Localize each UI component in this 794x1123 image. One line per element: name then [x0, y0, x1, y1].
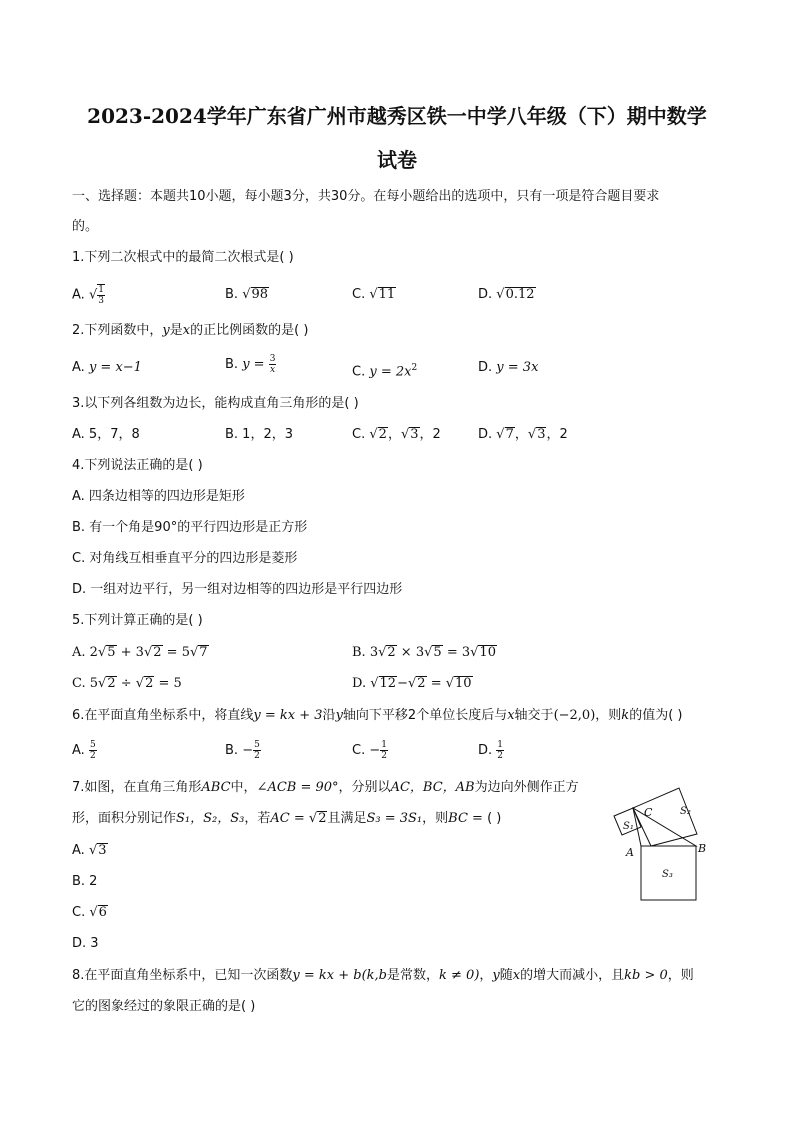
numerator: 1 [497, 740, 504, 750]
sqrt-symbol: √ [308, 811, 318, 826]
question-4-option-d: D. 一组对边平行，另一组对边相等的四边形是平行四边形 [72, 582, 403, 597]
sqrt-symbol: √ [496, 287, 505, 302]
fraction [97, 284, 105, 306]
sqrt-symbol: √ [242, 287, 251, 302]
sqrt-symbol: √ [143, 645, 153, 660]
stem-text: ，则 [422, 811, 449, 826]
radicand: 0.12 [505, 287, 535, 302]
option-label: C. [352, 743, 366, 758]
sqrt-symbol: √ [407, 676, 417, 691]
radicand: 2 [417, 676, 426, 691]
denominator: 3 [98, 296, 104, 306]
question-3-option-d: D. √7，√3，2 [478, 427, 568, 442]
stem-text: 为边向外侧作正方 [474, 780, 579, 795]
radicand: 7 [199, 645, 208, 660]
minus-sign: − [369, 743, 381, 758]
radicand: 6 [98, 905, 107, 920]
vertex-b-label: B [698, 842, 707, 855]
area-relation: S₃ = 3S₁ [366, 811, 423, 826]
sqrt-symbol: √ [424, 645, 433, 660]
numerator: 5 [254, 740, 260, 750]
stem-text: 7.如图，在直角三角形 [72, 780, 202, 795]
numerator: 1 [98, 285, 104, 295]
question-2-option-d [478, 359, 538, 377]
question-7-option-d: D. 3 [72, 936, 99, 951]
stem-text: ，则 [667, 968, 694, 983]
point: (−2,0) [553, 708, 596, 723]
denominator: 2 [254, 751, 260, 761]
k-condition: k ≠ 0) [439, 968, 480, 983]
square-s2 [633, 788, 697, 846]
stem-text: 且满足 [327, 811, 367, 826]
option-label: A. [72, 843, 85, 858]
radicand: 2 [387, 645, 396, 660]
radicand: 2 [107, 676, 116, 691]
question-1-option-d [478, 286, 536, 304]
variable-y: y [492, 968, 500, 983]
stem-text: 是常数， [387, 968, 440, 983]
stem-text: ，若 [244, 811, 271, 826]
radicand: 5 [433, 645, 442, 660]
question-2-option-b [225, 354, 276, 375]
option-label: D. [478, 743, 493, 758]
radicand: 10 [479, 645, 496, 660]
sqrt-symbol: √ [370, 676, 379, 691]
option-expression: y = x−1 [88, 360, 142, 375]
question-8-stem [72, 967, 694, 985]
area-s2-label: S₂ [680, 806, 691, 817]
fraction [496, 740, 504, 761]
option-label: C. [352, 364, 366, 380]
radicand: 7 [505, 427, 514, 442]
option-label: B. [225, 287, 239, 302]
question-6-option-b [225, 740, 261, 761]
stem-text: 的增大而减小，且 [520, 968, 625, 983]
stem-text: 的值为( ) [629, 708, 683, 723]
numerator: 3 [269, 354, 276, 364]
stem-text: 是 [169, 323, 183, 338]
side-names: AC，BC，AB [390, 780, 475, 795]
area-s3-label: S₃ [662, 869, 673, 880]
question-5-option-a: A. 2√5 + 3√2 = 5√7 [72, 645, 208, 660]
stem-text: 形，面积分别记作 [72, 811, 177, 826]
stem-text: 的正比例函数的是( ) [190, 323, 309, 338]
sqrt-symbol: √ [135, 676, 145, 691]
sqrt-symbol: √ [98, 676, 107, 691]
option-label: B. [352, 645, 366, 660]
question-2-stem [72, 322, 308, 340]
question-1-stem: 1.下列二次根式中的最简二次根式是( ) [72, 250, 294, 265]
section-instructions-continued: 的。 [72, 219, 99, 234]
sqrt-symbol: √ [88, 843, 98, 858]
question-6-option-c [352, 740, 388, 761]
option-label: C. [352, 287, 366, 302]
vertex-a-label: A [626, 846, 634, 859]
radicand: 3 [410, 427, 419, 442]
question-5-option-d: D. √12−√2 = √10 [352, 676, 472, 691]
option-label: D. [352, 676, 367, 691]
sqrt-symbol: √ [88, 287, 98, 303]
option-label: A. [72, 743, 85, 758]
sqrt-symbol: √ [89, 905, 98, 920]
variable-y: y [162, 323, 170, 338]
stem-text: 轴向下平移2个单位长度后与 [342, 708, 508, 723]
question-4-option-b: B. 有一个角是90°的平行四边形是正方形 [72, 520, 308, 535]
denominator: 2 [381, 751, 387, 761]
stem-text: ，分别以 [338, 780, 391, 795]
fraction [89, 740, 97, 761]
question-8-stem-continued: 它的图象经过的象限正确的是( ) [72, 999, 256, 1014]
question-5-stem: 5.下列计算正确的是( ) [72, 613, 203, 628]
option-label: B. [225, 357, 239, 372]
radicand: 2 [153, 645, 162, 660]
ac-expression: AC = [270, 811, 309, 826]
option-label: C. [72, 676, 86, 691]
option-label: A. [72, 645, 86, 660]
stem-text: 沿 [322, 708, 336, 723]
variable-y: y [335, 708, 343, 723]
function-expression: y = kx + b(k,b [292, 968, 387, 983]
kb-condition: kb > 0 [624, 968, 668, 983]
stem-text: 轴交于 [514, 708, 554, 723]
question-3-option-a: A. 5，7，8 [72, 427, 140, 442]
question-7-option-b: B. 2 [72, 874, 98, 889]
sqrt-symbol: √ [496, 427, 505, 442]
sqrt-symbol: √ [369, 427, 378, 442]
denominator: 2 [89, 751, 96, 761]
question-6-stem [72, 707, 682, 725]
sqrt-symbol: √ [527, 427, 537, 442]
radicand: 5 [107, 645, 116, 660]
line-expression: y = kx + 3 [253, 708, 323, 723]
stem-text: 2.下列函数中， [72, 323, 163, 338]
numerator: 1 [381, 740, 387, 750]
question-6-option-d [478, 740, 504, 761]
question-6-option-a [72, 740, 97, 761]
fraction [380, 740, 388, 761]
stem-text: 8.在平面直角坐标系中，已知一次函数 [72, 968, 293, 983]
question-5-option-c: C. 5√2 ÷ √2 = 5 [72, 676, 182, 691]
fraction [269, 354, 277, 375]
sqrt-symbol: √ [400, 427, 410, 442]
denominator: x [270, 365, 276, 375]
radicand: 2 [378, 427, 387, 442]
stem-text: ，则 [595, 708, 622, 723]
option-tail: ，2 [419, 427, 441, 442]
stem-text: 随 [499, 968, 513, 983]
question-4-option-c: C. 对角线互相垂直平分的四边形是菱形 [72, 551, 298, 566]
sqrt-symbol: √ [97, 645, 107, 660]
question-1-option-b [225, 286, 269, 304]
area-s1-label: S₁ [623, 821, 634, 832]
option-label: A. [72, 287, 85, 303]
option-label: A. [72, 360, 85, 375]
variable-k: k [621, 708, 630, 723]
bc-expression: BC = [448, 811, 488, 826]
denominator: 2 [497, 751, 504, 761]
sqrt-symbol: √ [470, 645, 479, 660]
radicand: 3 [537, 427, 546, 442]
radicand: 10 [455, 676, 472, 691]
exponent: 2 [411, 363, 418, 373]
variable-x: x [507, 708, 515, 723]
sqrt-symbol: √ [378, 645, 387, 660]
variable-x: x [182, 323, 191, 338]
question-7-stem [72, 779, 579, 797]
stem-text: 6.在平面直角坐标系中，将直线 [72, 708, 254, 723]
minus-sign: − [242, 743, 254, 758]
stem-text: 中， [230, 780, 257, 795]
option-label: D. [478, 427, 493, 442]
question-3-stem: 3.以下列各组数为边长，能构成直角三角形的是( ) [72, 396, 359, 411]
fraction [253, 740, 261, 761]
option-label: C. [352, 427, 366, 442]
option-label: D. [478, 360, 493, 375]
option-expression: y = 2x [369, 364, 412, 380]
option-tail: ，2 [546, 427, 568, 442]
question-7-option-a [72, 842, 108, 860]
section-instructions: 一、选择题：本题共10小题，每小题3分，共30分。在每小题给出的选项中，只有一项是符合题目要求 [72, 189, 660, 204]
angle-expression: ∠ACB = 90° [256, 780, 339, 795]
radicand: 3 [98, 843, 107, 858]
triangle-name: ABC [201, 780, 231, 795]
question-7-stem-continued [72, 810, 501, 828]
question-3-option-b: B. 1，2，3 [225, 427, 293, 442]
radicand: 98 [251, 287, 269, 302]
question-7-option-c [72, 904, 108, 922]
question-2-option-a [72, 359, 142, 377]
option-expression: y = 3x [496, 360, 539, 375]
variable-x: x [512, 968, 521, 983]
exam-title: 2023-2024学年广东省广州市越秀区铁一中学八年级（下）期中数学 [87, 104, 707, 128]
exam-title-continued: 试卷 [377, 148, 417, 172]
radicand: 11 [378, 287, 396, 302]
option-expression: y = [242, 357, 269, 372]
numerator: 5 [89, 740, 96, 750]
question-4-option-a: A. 四条边相等的四边形是矩形 [72, 489, 245, 504]
option-label: C. [72, 905, 86, 920]
stem-text: ( ) [487, 811, 502, 826]
option-label: B. [225, 743, 239, 758]
question-3-option-c: C. √2，√3，2 [352, 427, 441, 442]
sqrt-symbol: √ [369, 287, 378, 302]
question-4-stem: 4.下列说法正确的是( ) [72, 458, 203, 473]
area-names: S₁，S₂，S₃ [176, 811, 245, 826]
question-1-option-c [352, 286, 396, 304]
question-2-option-c [352, 359, 417, 381]
radicand: 2 [145, 676, 154, 691]
option-label: D. [478, 287, 493, 302]
radicand: 2 [318, 811, 327, 826]
vertex-c-label: C [644, 806, 653, 819]
sqrt-symbol: √ [445, 676, 455, 691]
question-1-option-a [72, 284, 105, 306]
question-7-figure [610, 780, 730, 905]
radicand: 12 [379, 676, 397, 691]
sqrt-symbol: √ [189, 645, 199, 660]
question-5-option-b: B. 3√2 × 3√5 = 3√10 [352, 645, 496, 660]
stem-text: ， [479, 968, 493, 983]
